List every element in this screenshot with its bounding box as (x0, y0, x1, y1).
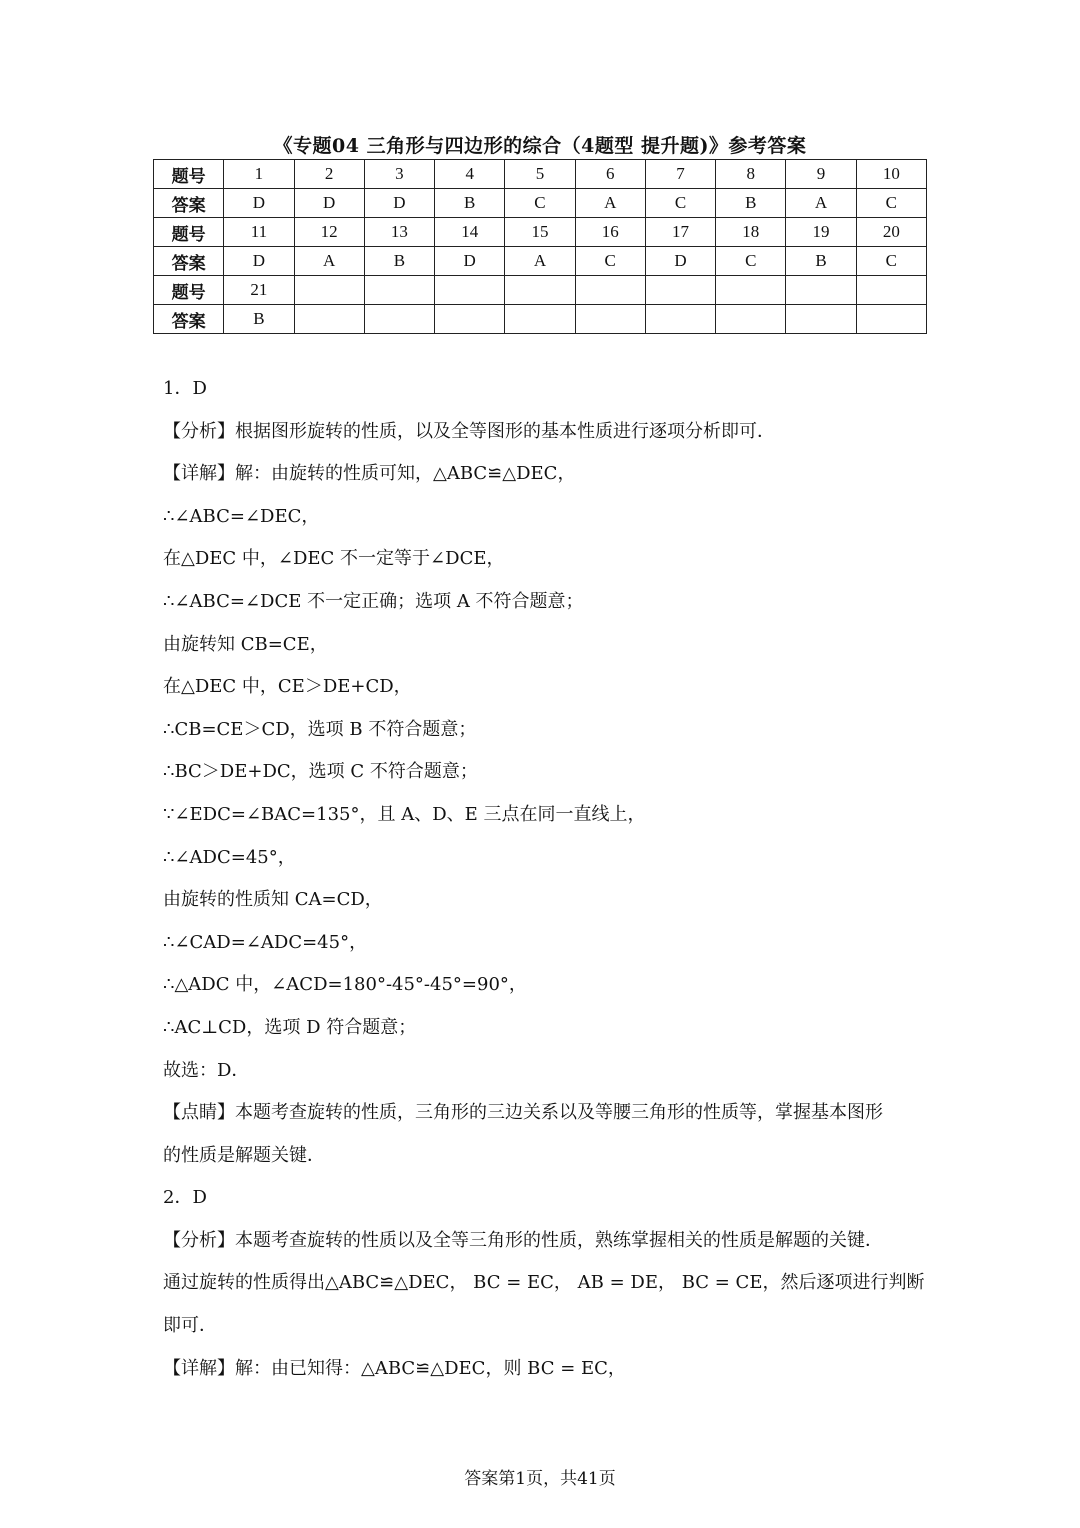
table-cell: C (575, 247, 645, 276)
content-line: 【详解】解：由已知得：△ABC≌△DEC，则 BC = EC， (163, 1357, 626, 1379)
table-cell: C (716, 247, 786, 276)
table-cell: 3 (364, 160, 434, 189)
table-cell: B (716, 189, 786, 218)
table-row (154, 218, 927, 247)
table-cell (856, 305, 926, 334)
table-cell (505, 305, 575, 334)
content-line: 的性质是解题关键． (163, 1144, 325, 1166)
table-cell: C (645, 189, 715, 218)
table-cell: A (505, 247, 575, 276)
table-cell: 14 (435, 218, 505, 247)
page-title: 《专题04 三角形与四边形的综合（4题型 提升题)》参考答案 (273, 135, 807, 157)
table-cell (786, 305, 856, 334)
table-cell: 15 (505, 218, 575, 247)
content-line: ∵∠EDC=∠BAC=135°，且 A、D、E 三点在同一直线上， (163, 803, 646, 825)
content-line: ∴AC⊥CD，选项 D 符合题意； (163, 1016, 417, 1038)
table-cell: B (224, 305, 294, 334)
table-cell (435, 276, 505, 305)
table-cell (294, 305, 364, 334)
table-cell: D (224, 247, 294, 276)
row-label: 题号 (154, 218, 224, 247)
table-cell: 21 (224, 276, 294, 305)
table-cell: 13 (364, 218, 434, 247)
table-cell: D (435, 247, 505, 276)
table-cell (364, 276, 434, 305)
table-cell: 2 (294, 160, 364, 189)
table-cell (364, 305, 434, 334)
content-line: ∴∠CAD=∠ADC=45°， (163, 931, 368, 953)
content-line: 1．D (163, 378, 207, 399)
table-row (154, 305, 927, 334)
table-cell (716, 276, 786, 305)
table-row (154, 247, 927, 276)
table-row (154, 160, 927, 189)
row-label: 题号 (154, 276, 224, 305)
table-cell: A (575, 189, 645, 218)
table-cell: 4 (435, 160, 505, 189)
content-line: ∴∠ABC=∠DCE 不一定正确；选项 A 不符合题意； (163, 590, 584, 612)
table-cell: D (645, 247, 715, 276)
content-line: 故选：D． (163, 1059, 250, 1081)
table-cell: 10 (856, 160, 926, 189)
row-label: 题号 (154, 160, 224, 189)
content-line: 【点睛】本题考查旋转的性质，三角形的三边关系以及等腰三角形的性质等，掌握基本图形 (163, 1102, 883, 1124)
table-cell: B (435, 189, 505, 218)
table-cell: 8 (716, 160, 786, 189)
content-line: ∴∠ABC=∠DEC， (163, 505, 320, 527)
row-label: 答案 (154, 189, 224, 218)
table-cell: D (364, 189, 434, 218)
page-footer: 答案第1页，共41页 (464, 1469, 616, 1489)
row-label: 答案 (154, 247, 224, 276)
table-cell: A (786, 189, 856, 218)
solution-content (163, 368, 923, 1390)
table-cell (505, 276, 575, 305)
table-cell: 18 (716, 218, 786, 247)
content-line: 【分析】根据图形旋转的性质，以及全等图形的基本性质进行逐项分析即可． (163, 420, 775, 442)
table-cell: C (856, 247, 926, 276)
table-cell: B (364, 247, 434, 276)
table-cell: 5 (505, 160, 575, 189)
table-cell (575, 305, 645, 334)
table-cell (856, 276, 926, 305)
answer-table (153, 159, 927, 334)
table-cell: D (294, 189, 364, 218)
table-cell: B (786, 247, 856, 276)
row-label: 答案 (154, 305, 224, 334)
table-cell: 11 (224, 218, 294, 247)
table-cell: 9 (786, 160, 856, 189)
content-line: 在△DEC 中，∠DEC 不一定等于∠DCE， (163, 548, 505, 570)
table-cell (786, 276, 856, 305)
table-cell: 17 (645, 218, 715, 247)
table-cell: C (505, 189, 575, 218)
table-cell: 7 (645, 160, 715, 189)
table-cell: 1 (224, 160, 294, 189)
table-cell: C (856, 189, 926, 218)
table-cell (645, 305, 715, 334)
content-line: ∴CB=CE＞CD，选项 B 不符合题意； (163, 718, 477, 740)
table-cell: D (224, 189, 294, 218)
content-line: 通过旋转的性质得出△ABC≌△DEC， BC = EC， AB = DE， BC = CE，然后逐项进行判断 (163, 1272, 925, 1294)
table-cell: A (294, 247, 364, 276)
content-line: 即可． (163, 1315, 217, 1337)
table-cell (294, 276, 364, 305)
table-cell (575, 276, 645, 305)
content-line: 【详解】解：由旋转的性质可知，△ABC≌△DEC， (163, 463, 576, 485)
table-cell: 16 (575, 218, 645, 247)
table-cell: 19 (786, 218, 856, 247)
content-line: ∴BC＞DE+DC，选项 C 不符合题意； (163, 761, 478, 783)
table-row (154, 276, 927, 305)
table-cell: 6 (575, 160, 645, 189)
content-line: ∴∠ADC=45°， (163, 846, 296, 868)
table-cell (645, 276, 715, 305)
content-line: ∴△ADC 中，∠ACD=180°-45°-45°=90°， (163, 974, 527, 996)
table-cell (716, 305, 786, 334)
table-cell: 20 (856, 218, 926, 247)
content-line: 由旋转知 CB=CE， (163, 633, 328, 655)
content-line: 【分析】本题考查旋转的性质以及全等三角形的性质，熟练掌握相关的性质是解题的关键． (163, 1229, 883, 1251)
table-cell: 12 (294, 218, 364, 247)
table-row (154, 189, 927, 218)
content-line: 2．D (163, 1187, 207, 1209)
content-line: 在△DEC 中，CE＞DE+CD， (163, 676, 412, 698)
table-cell (435, 305, 505, 334)
content-line: 由旋转的性质知 CA=CD， (163, 889, 383, 911)
